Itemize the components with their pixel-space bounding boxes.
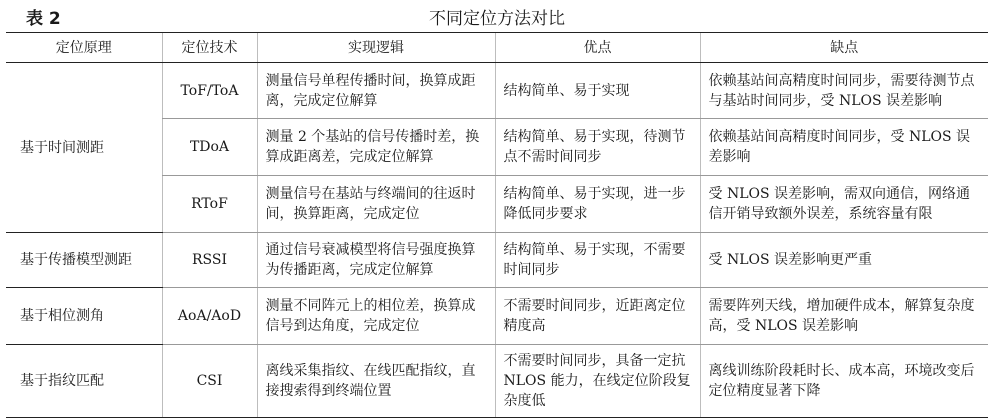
header-logic: 实现逻辑 — [257, 33, 495, 63]
table-number: 表 2 — [26, 9, 61, 29]
logic-cell: 通过信号衰减模型将信号强度换算为传播距离，完成定位解算 — [257, 233, 495, 288]
header-technique: 定位技术 — [162, 33, 257, 63]
logic-cell: 测量 2 个基站的信号传播时差，换算成距离差，完成定位解算 — [257, 119, 495, 176]
logic-cell: 测量不同阵元上的相位差，换算成信号到达角度，完成定位 — [257, 288, 495, 345]
pros-cell: 不需要时间同步，近距离定位精度高 — [495, 288, 700, 345]
pros-cell: 结构简单、易于实现，不需要时间同步 — [495, 233, 700, 288]
header-row — [6, 33, 988, 63]
header-pros: 优点 — [495, 33, 700, 63]
pros-cell: 结构简单、易于实现，进一步降低同步要求 — [495, 176, 700, 233]
technique-cell: ToF/ToA — [162, 63, 257, 119]
group-phase-angle: 基于相位测角 — [6, 288, 162, 345]
table-caption — [0, 0, 994, 30]
group-propagation-model: 基于传播模型测距 — [6, 233, 162, 288]
cons-cell: 离线训练阶段耗时长、成本高，环境改变后定位精度显著下降 — [700, 345, 988, 418]
group-fingerprint: 基于指纹匹配 — [6, 345, 162, 418]
table-title: 不同定位方法对比 — [429, 9, 565, 29]
logic-cell: 测量信号在基站与终端间的往返时间，换算距离，完成定位 — [257, 176, 495, 233]
group-time-ranging: 基于时间测距 — [6, 63, 162, 233]
table-row — [6, 345, 988, 418]
cons-cell: 受 NLOS 误差影响更严重 — [700, 233, 988, 288]
logic-cell: 离线采集指纹、在线匹配指纹，直接搜索得到终端位置 — [257, 345, 495, 418]
technique-cell: AoA/AoD — [162, 288, 257, 345]
cons-cell: 需要阵列天线，增加硬件成本，解算复杂度高，受 NLOS 误差影响 — [700, 288, 988, 345]
table-row — [6, 63, 988, 119]
pros-cell: 结构简单、易于实现 — [495, 63, 700, 119]
cons-cell: 依赖基站间高精度时间同步，需要待测节点与基站时间同步，受 NLOS 误差影响 — [700, 63, 988, 119]
cons-cell: 依赖基站间高精度时间同步，受 NLOS 误差影响 — [700, 119, 988, 176]
cons-cell: 受 NLOS 误差影响，需双向通信，网络通信开销导致额外误差，系统容量有限 — [700, 176, 988, 233]
pros-cell: 不需要时间同步，具备一定抗 NLOS 能力，在线定位阶段复杂度低 — [495, 345, 700, 418]
table-row — [6, 288, 988, 345]
technique-cell: RSSI — [162, 233, 257, 288]
comparison-table — [6, 32, 988, 418]
logic-cell: 测量信号单程传播时间，换算成距离，完成定位解算 — [257, 63, 495, 119]
table-row — [6, 233, 988, 288]
technique-cell: RToF — [162, 176, 257, 233]
pros-cell: 结构简单、易于实现，待测节点不需时间同步 — [495, 119, 700, 176]
technique-cell: TDoA — [162, 119, 257, 176]
header-cons: 缺点 — [700, 33, 988, 63]
technique-cell: CSI — [162, 345, 257, 418]
header-principle: 定位原理 — [6, 33, 162, 63]
